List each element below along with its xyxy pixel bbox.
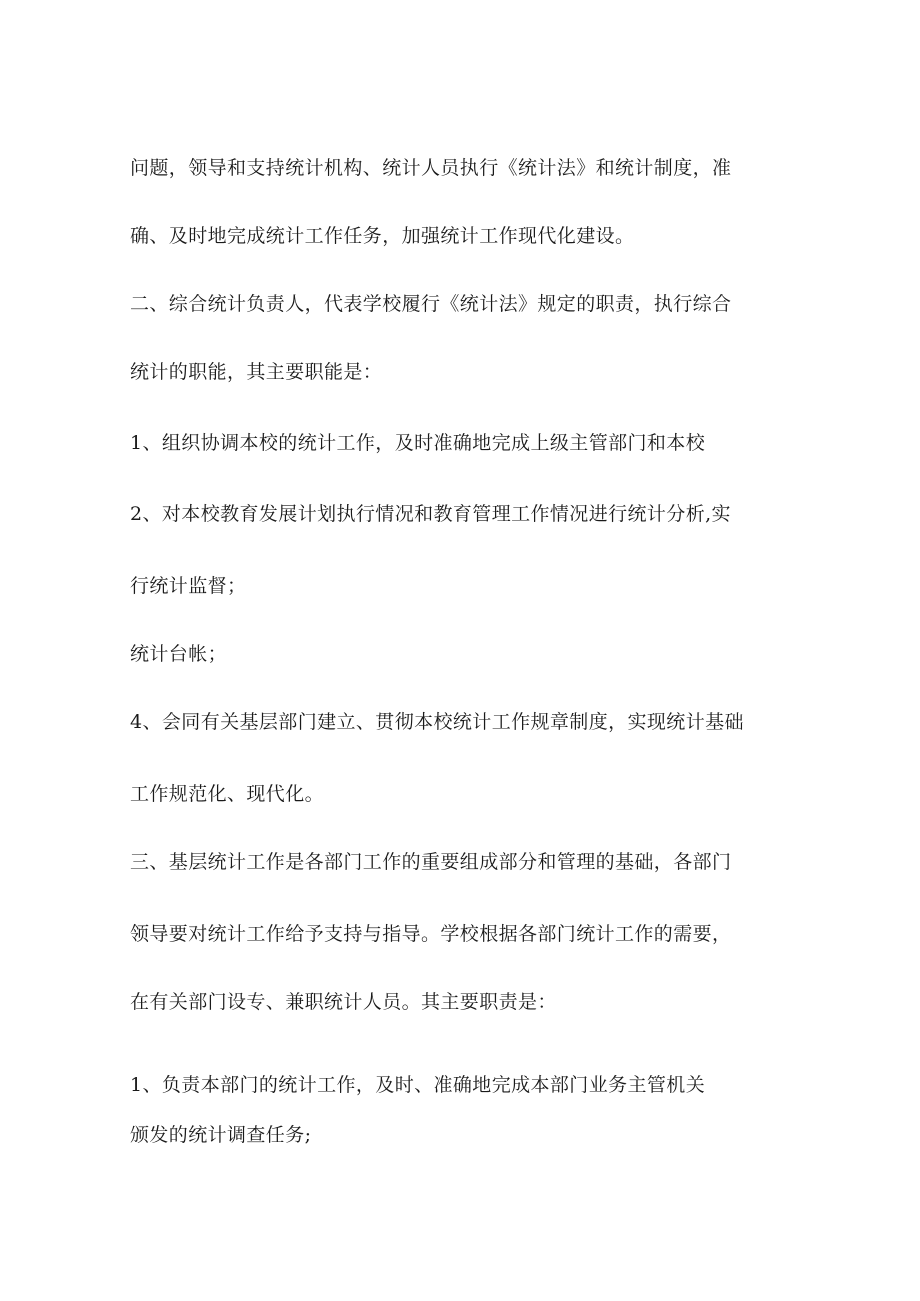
text-line-14: 1、负责本部门的统计工作，及时、准确地完成本部门业务主管机关 (130, 1074, 706, 1096)
text-line-13: 在有关部门设专、兼职统计人员。其主要职责是： (130, 991, 557, 1013)
text-line-11: 三、基层统计工作是各部门工作的重要组成部分和管理的基础，各部门 (130, 851, 732, 873)
text-line-8: 统计台帐； (130, 643, 228, 665)
text-line-10: 工作规范化、现代化。 (130, 783, 325, 805)
text-line-5: 1、组织协调本校的统计工作，及时准确地完成上级主管部门和本校 (130, 432, 706, 454)
text-line-1: 问题，领导和支持统计机构、统计人员执行《统计法》和统计制度，准 (130, 157, 732, 179)
text-line-9: 4、会同有关基层部门建立、贯彻本校统计工作规章制度，实现统计基础 (130, 711, 744, 733)
text-line-7: 行统计监督； (130, 575, 247, 597)
text-line-12: 领导要对统计工作给予支持与指导。学校根据各部门统计工作的需要， (130, 923, 732, 945)
text-line-6: 2、对本校教育发展计划执行情况和教育管理工作情况进行统计分析,实 (130, 503, 731, 525)
text-line-15: 颁发的统计调查任务; (130, 1124, 312, 1146)
text-line-2: 确、及时地完成统计工作任务，加强统计工作现代化建设。 (130, 225, 635, 247)
text-line-4: 统计的职能，其主要职能是： (130, 361, 383, 383)
text-line-3: 二、综合统计负责人，代表学校履行《统计法》规定的职责，执行综合 (130, 293, 732, 315)
